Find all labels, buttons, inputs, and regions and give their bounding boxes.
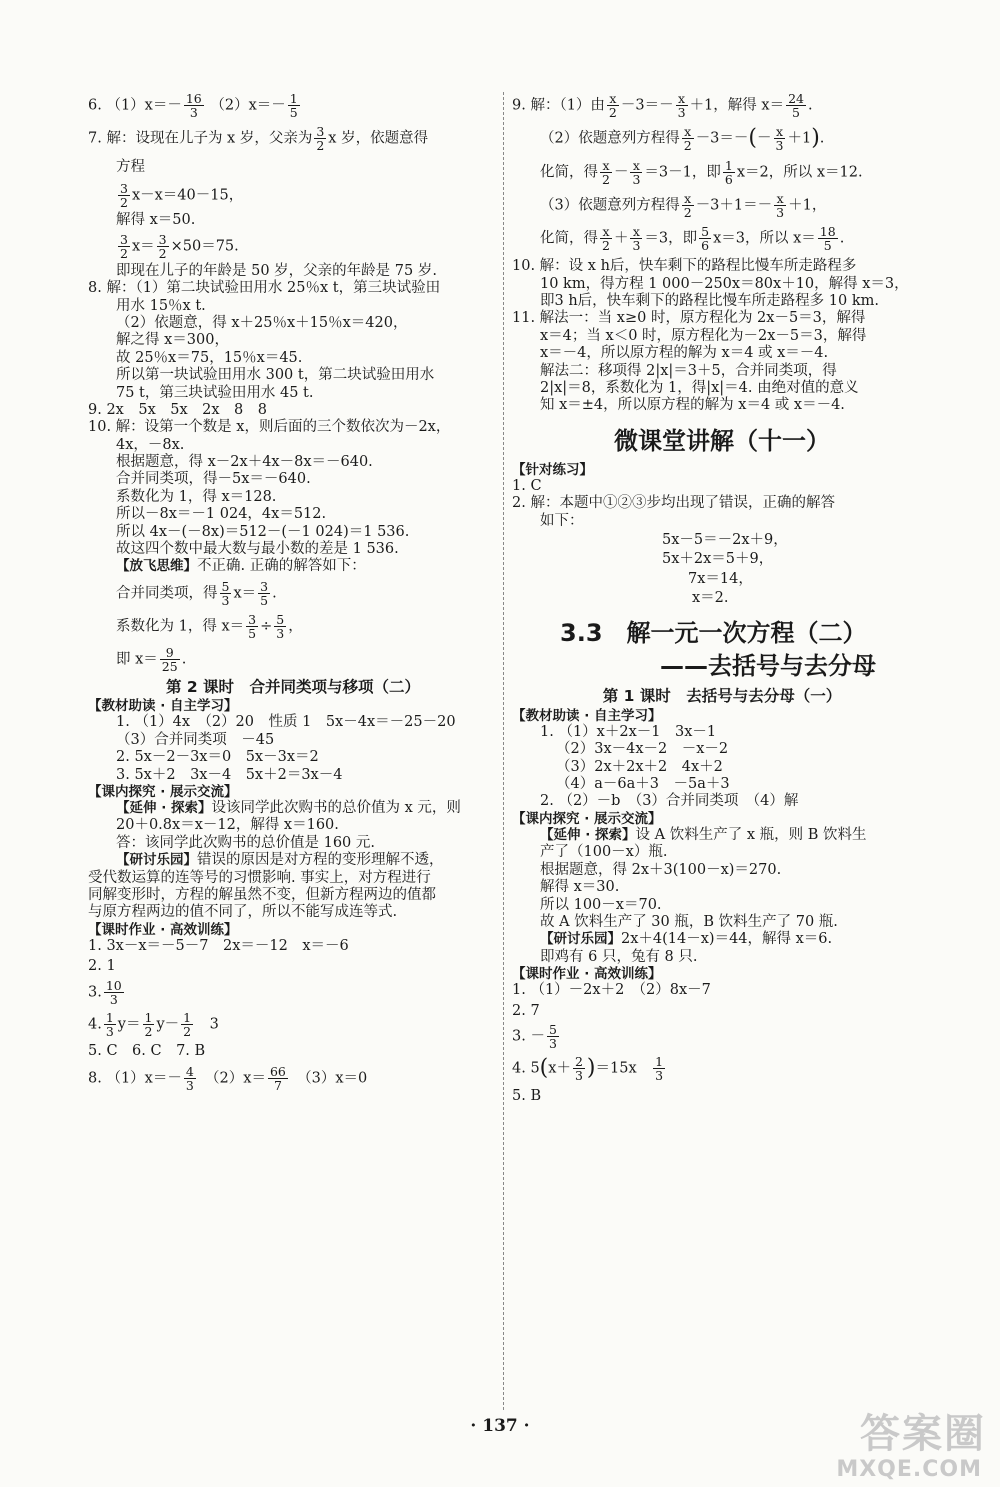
answer-9: 9. 2x 5x 5x 2x 8 8: [88, 401, 268, 418]
watermark-logo: 答案圈 MXQE.COM: [836, 1411, 986, 1482]
section-tag: 【课时作业 · 高效训练】: [512, 966, 662, 983]
yantao-leyuan: 【研讨乐园】错误的原因是对方程的变形理解不透， 受代数运算的连等号的习惯影响. 事实上，对方程进行 同解变形时，方程的解虽然不变，但新方程两边的值都 与原方程两边的值不同了，所以不能写成连等式.: [88, 852, 444, 921]
jiaocai-answers: 1. （1）4x （2）20 性质 1 5x－4x＝－25－20 （3）合并同类项 －45 2. 5x－2－3x＝0 5x－3x＝2 3. 5x＋2 3x－4 5x＋2＝3x－4: [116, 714, 456, 783]
left-column: [88, 92, 498, 1092]
lesson-1-title: 第 1 课时 去括号与去分母（一）: [602, 687, 842, 706]
answer-7: 7. 解：设现在儿子为 x 岁，父亲为 $\frac{3}{2}$ x 岁，依题意得 方程 $\frac{3}{2}$ x－x＝40－15， 解得 x＝50. $\frac{3}{2}$ x＝ $\frac{3}{2}$ ×50＝75. 即现在儿子的年龄是 50 岁，父亲的年龄是 75 岁.: [88, 124, 437, 279]
weiketang-title: 微课堂讲解（十一）: [614, 426, 830, 455]
fraction: $\frac{16}{3}$: [185, 91, 202, 121]
answer-8: 8. 解：（1）第二块试验田用水 25％x t，第三块试验田 用水 15％x t. （2）依题意，得 x＋25％x＋15％x＝420， 解之得 x＝300， 故 25％x＝75，15％x＝45. 所以第一块试验田用水 300 t，第二块试验田用水 75 t，第三块试验田用水 45 t.: [88, 280, 441, 401]
fraction: $\frac{1}{5}$: [289, 91, 298, 121]
answer-11-right: 11. 解法一：当 x≥0 时，原方程化为 2x－5＝3，解得 x＝4；当 x＜0 时，原方程化为－2x－5＝3，解得 x＝－4，所以原方程的解为 x＝4 或 x＝－4. 解法二：移项得 2|x|＝3＋5，合并同类项，得 2|x|＝8，系数化为 1，得|x|＝4. 由绝对值的意义 知 x＝±4，所以原方程的解为 x＝4 或 x＝－4.: [512, 310, 867, 414]
section-tag: 【课内探究 · 展示交流】: [512, 810, 662, 827]
column-divider: [503, 92, 504, 1410]
answer-6: 6. （1）x＝－ $\frac{16}{3}$ （2）x＝－ $\frac{1}{5}$: [88, 91, 298, 121]
page-number: · 137 ·: [470, 1416, 530, 1436]
zuoye-answers: 1. 3x－x＝－5－7 2x＝－12 x＝－6 2. 1 3. $\frac{10}{3}$ 4. $\frac{1}{3}$ y＝ $\frac{1}{2}$ y－ $\frac{1}{2}$ 3 5. C 6. C 7. B 8. （1）x＝－ $\frac{4}{3}$ （2）x＝ $\frac{66}{7}$ （3）x＝0: [88, 938, 368, 1093]
yantao-leyuan-right: 【研讨乐园】2x＋4(14－x)＝44，解得 x＝6. 即鸡有 6 只，兔有 8 只.: [540, 931, 833, 965]
section-3-3-subtitle: ——去括号与去分母: [660, 652, 876, 681]
fangfei-siwei: 【放飞思维】不正确. 正确的解答如下： 合并同类项，得 $\frac{5}{3}$ x＝ $\frac{3}{5}$ . 系数化为 1，得 x＝ $\frac{3}{5}$ ÷ $\frac{5}{3}$ ， 即 x＝ $\frac{9}{25}$ .: [116, 558, 366, 675]
section-3-3-title: 3.3 解一元一次方程（二）: [560, 619, 867, 648]
lesson-2-title: 第 2 课时 合并同类项与移项（二）: [165, 677, 421, 696]
yanshen-tansuo-right: 【延伸 · 探索】设 A 饮料生产了 x 瓶，则 B 饮料生 产了（100－x）瓶. 根据题意，得 2x＋3(100－x)＝270. 解得 x＝30. 所以 100－x＝70. 故 A 饮料生产了 30 瓶，B 饮料生产了 70 瓶.: [540, 827, 867, 930]
section-tag: 【课内探究 · 展示交流】: [88, 783, 238, 800]
section-tag: 【针对练习】: [512, 461, 593, 478]
zhendui-answers: 1. C 2. 解：本题中①②③步均出现了错误，正确的解答 如下：: [512, 477, 835, 529]
jiaocai-answers-right: 1. （1）x＋2x－1 3x－1 （2）3x－4x－2 －x－2 （3）2x＋2x＋2 4x＋2 （4）a－6a＋3 －5a＋3 2. （2）－b （3）合并同类项 （4）解: [540, 723, 799, 810]
solution-steps: 5x－5＝－2x＋9， 5x＋2x＝5＋9， 7x＝14， x＝2.: [662, 531, 788, 607]
top-rule: [500, 82, 501, 92]
answer-9-right: 9. 解：（1）由 $\frac{x}{2}$ －3＝－ $\frac{x}{3}$ ＋1，解得 x＝ $\frac{24}{5}$ . （2）依题意列方程得 $\frac{x}{2}$ －3＝－(－ $\frac{x}{3}$ ＋1). 化简，得 $\frac{x}{2}$ － $\frac{x}{3}$ ＝3－1，即 $\frac{1}{6}$ x＝2，所以 x＝12. （3）依题意列方程得 $\frac{x}{2}$ －3＋1＝－ $\frac{x}{3}$ ＋1， 化简，得 $\frac{x}{2}$ ＋ $\frac{x}{3}$ ＝3，即 $\frac{5}{6}$ x＝3，所以 x＝ $\frac{18}{5}$ .: [512, 91, 863, 254]
section-tag: 【课时作业 · 高效训练】: [88, 921, 238, 938]
answer-10: 10. 解：设第一个数是 x，则后面的三个数依次为－2x， 4x，－8x. 根据题意，得 x－2x＋4x－8x＝－640. 合并同类项，得－5x＝－640. 系数化为 1，得 x＝128. 所以－8x＝－1 024，4x＝512. 所以 4x－(－8x)＝512－(－1 024)＝1 536. 故这四个数中最大数与最小数的差是 1 536.: [88, 419, 451, 558]
section-tag: 【教材助读 · 自主学习】: [88, 698, 238, 715]
yanshen-tansuo: 【延伸 · 探索】设该同学此次购书的总价值为 x 元，则 20＋0.8x＝x－12，解得 x＝160. 答：该同学此次购书的总价值是 160 元.: [116, 800, 461, 851]
section-tag: 【教材助读 · 自主学习】: [512, 707, 662, 724]
right-column: [512, 92, 932, 1105]
answer-10-right: 10. 解：设 x h后，快车剩下的路程比慢车所走路程多 10 km，得方程 1 000－250x＝80x＋10，解得 x＝3， 即3 h后，快车剩下的路程比慢车所走路程多 10 km.: [512, 258, 909, 310]
zuoye-answers-right: 1. （1）－2x＋2 （2）8x－7 2. 7 3. － $\frac{5}{3}$ 4. 5(x＋ $\frac{2}{3}$ )＝15x $\frac{1}{3}$ 5. B: [512, 982, 711, 1104]
